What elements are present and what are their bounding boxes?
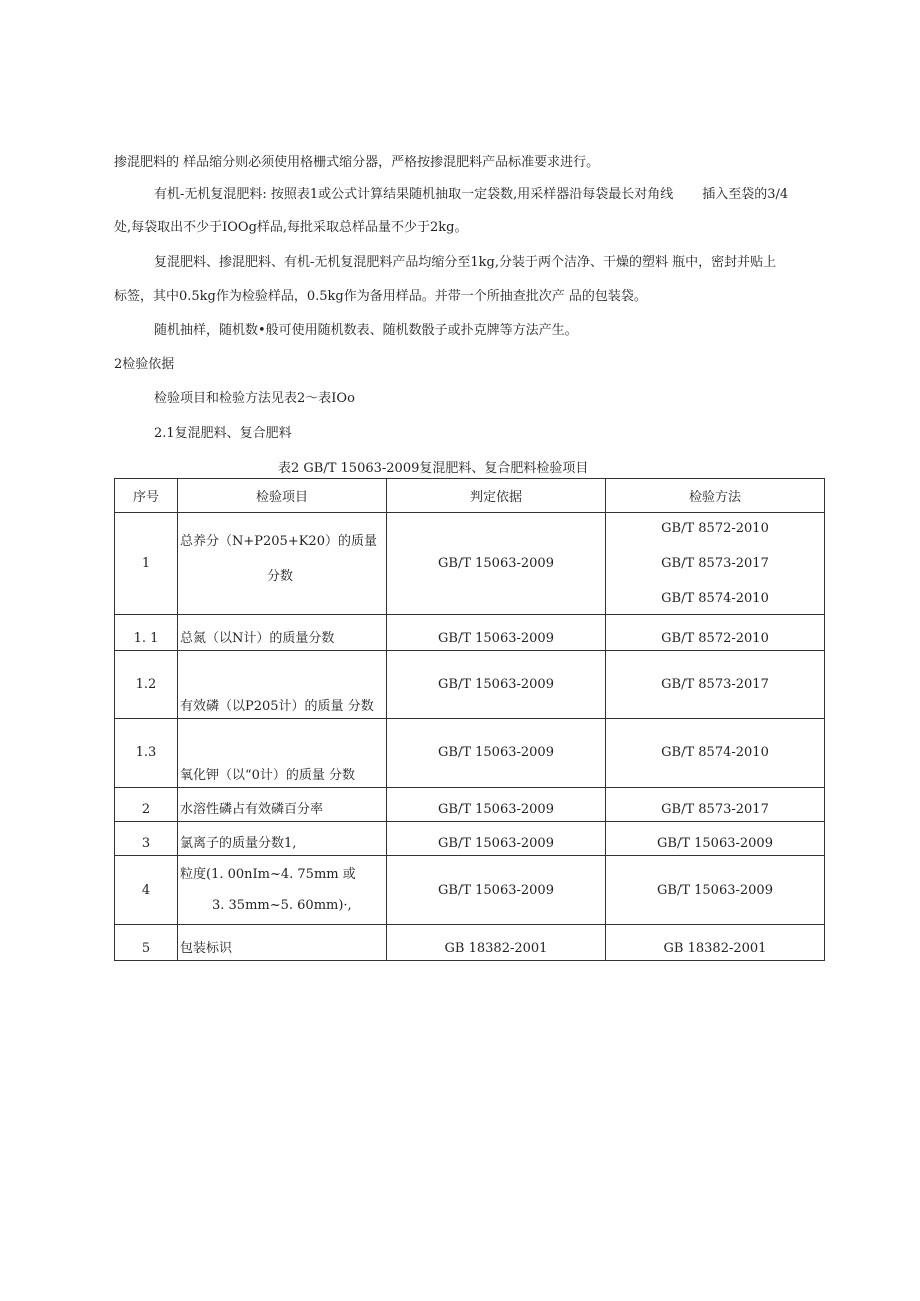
row-method-line: GB/T 8574-2010 <box>661 590 769 606</box>
header-no: 序号 <box>115 479 178 513</box>
row-no: 3 <box>115 822 178 856</box>
row-item: 总氮（以N计）的质量分数 <box>178 615 387 651</box>
row-item-line: 3. 35mm~5. 60mm)·, <box>212 897 352 913</box>
row-no: 4 <box>115 856 178 925</box>
header-basis: 判定依据 <box>387 479 606 513</box>
inspection-items-table <box>114 478 825 961</box>
row-method: GB 18382-2001 <box>606 925 825 961</box>
row-item-line: 分数 <box>267 569 294 584</box>
row-item: 氧化钾（以“0计）的质量 分数 <box>178 719 387 788</box>
row-basis: GB/T 15063-2009 <box>387 615 606 651</box>
row-method <box>606 513 825 615</box>
row-method: GB/T 8573-2017 <box>606 651 825 719</box>
paragraph-packaging-line2: 标签，其中0.5kg作为检验样品，0.5kg作为备用样品。并带一个所抽查批次产 品的包装袋。 <box>114 289 647 304</box>
table-row <box>115 651 825 719</box>
subsection-heading: 2.1复混肥料、复合肥料 <box>154 426 292 441</box>
row-item: 包装标识 <box>178 925 387 961</box>
row-item: 有效磷（以P205计）的质量 分数 <box>178 651 387 719</box>
paragraph-packaging-line1: 复混肥料、掺混肥料、有机-无机复混肥料产品均缩分至1kg,分装于两个洁净、干燥的塑料 瓶中，密封并贴上 <box>154 255 777 270</box>
row-basis: GB/T 15063-2009 <box>387 513 606 615</box>
row-item: 氯离子的质量分数1, <box>178 822 387 856</box>
paragraph-sample-division: 掺混肥料的 样品缩分则必须使用格栅式缩分器，严格按掺混肥料产品标准要求进行。 <box>114 155 600 170</box>
table-row <box>115 822 825 856</box>
paragraph-random-sampling: 随机抽样，随机数•般可使用随机数表、随机数骰子或扑克牌等方法产生。 <box>154 323 578 338</box>
table-row <box>115 513 825 615</box>
table-row <box>115 925 825 961</box>
table-row <box>115 615 825 651</box>
row-item: 水溶性磷占有效磷百分率 <box>178 788 387 822</box>
row-basis: GB 18382-2001 <box>387 925 606 961</box>
header-method: 检验方法 <box>606 479 825 513</box>
row-method-line: GB/T 8572-2010 <box>661 520 769 536</box>
table-row <box>115 719 825 788</box>
row-item-line: 粒度(1. 00nIm~4. 75mm 或 <box>180 866 356 882</box>
row-item <box>178 513 387 615</box>
paragraph-organic-sampling-line1: 有机-无机复混肥料: 按照表1或公式计算结果随机抽取一定袋数,用采样器沿每袋最长对角线 插入至袋的3/4 <box>154 187 789 202</box>
section-intro: 检验项目和检验方法见表2～表IOo <box>154 391 355 406</box>
row-method: GB/T 15063-2009 <box>606 856 825 925</box>
row-method-line: GB/T 8573-2017 <box>661 555 769 571</box>
row-method: GB/T 8574-2010 <box>606 719 825 788</box>
row-method: GB/T 8572-2010 <box>606 615 825 651</box>
paragraph-organic-sampling-line2: 处,每袋取出不少于IOOg样品,每批采取总样品量不少于2kg。 <box>114 220 468 235</box>
table-row <box>115 856 825 925</box>
row-item-line: 总养分（N+P205+K20）的质量 <box>180 534 377 549</box>
row-basis: GB/T 15063-2009 <box>387 856 606 925</box>
row-no: 1. 1 <box>115 615 178 651</box>
table-header-row <box>115 479 825 513</box>
row-method: GB/T 15063-2009 <box>606 822 825 856</box>
header-item: 检验项目 <box>178 479 387 513</box>
row-method: GB/T 8573-2017 <box>606 788 825 822</box>
section-heading: 2检验依据 <box>114 357 175 372</box>
row-no: 1.2 <box>115 651 178 719</box>
row-basis: GB/T 15063-2009 <box>387 719 606 788</box>
row-item <box>178 856 387 925</box>
row-no: 1.3 <box>115 719 178 788</box>
row-basis: GB/T 15063-2009 <box>387 822 606 856</box>
row-no: 2 <box>115 788 178 822</box>
row-basis: GB/T 15063-2009 <box>387 651 606 719</box>
row-no: 5 <box>115 925 178 961</box>
table-row <box>115 788 825 822</box>
row-no: 1 <box>115 513 178 615</box>
row-basis: GB/T 15063-2009 <box>387 788 606 822</box>
table-caption: 表2 GB/T 15063-2009复混肥料、复合肥料检验项目 <box>278 461 589 476</box>
